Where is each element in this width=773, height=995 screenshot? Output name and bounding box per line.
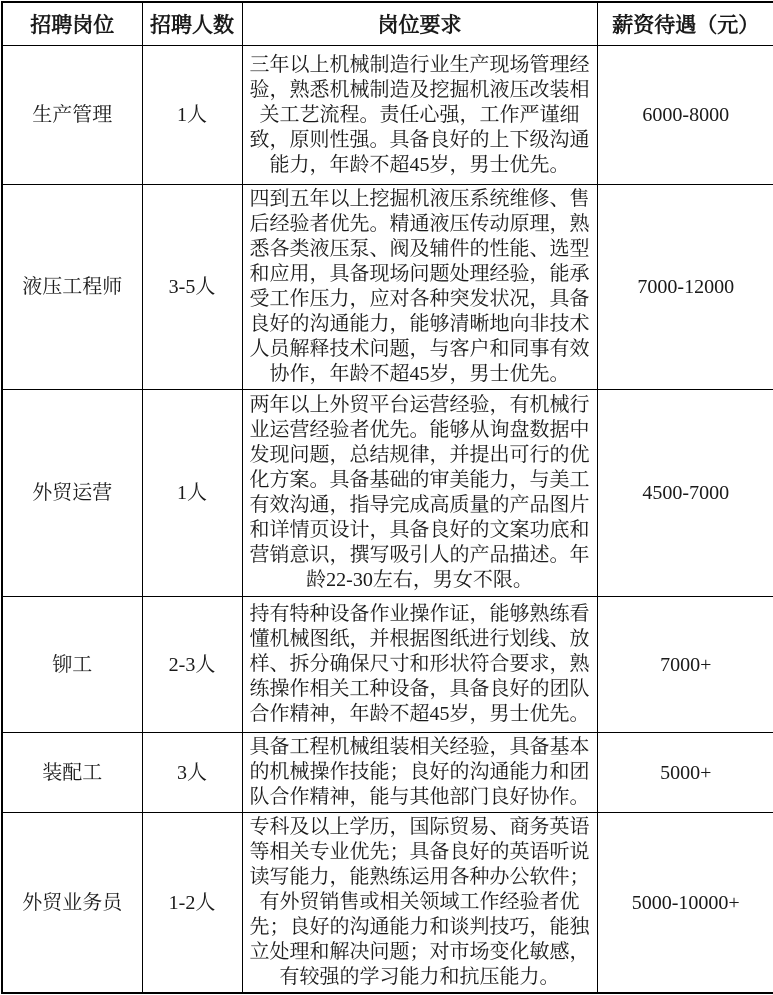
position-cell: 装配工 xyxy=(2,733,142,813)
salary-cell: 7000+ xyxy=(597,597,773,733)
position-cell: 铆工 xyxy=(2,597,142,733)
position-cell: 外贸业务员 xyxy=(2,813,142,994)
header-salary: 薪资待遇（元） xyxy=(597,2,773,46)
headcount-cell: 3人 xyxy=(142,733,242,813)
position-cell: 生产管理 xyxy=(2,46,142,185)
requirements-cell: 具备工程机械组装相关经验，具备基本的机械操作技能；良好的沟通能力和团队合作精神，能与其他部门良好协作。 xyxy=(242,733,597,813)
headcount-cell: 2-3人 xyxy=(142,597,242,733)
headcount-cell: 1人 xyxy=(142,390,242,597)
header-row xyxy=(2,2,773,46)
table-row xyxy=(2,390,773,597)
requirements-cell: 四到五年以上挖掘机液压系统维修、售后经验者优先。精通液压传动原理，熟悉各类液压泵、阀及辅件的性能、选型和应用，具备现场问题处理经验，能承受工作压力，应对各种突发状况，具备良好的沟通能力，能够清晰地向非技术人员解释技术问题，与客户和同事有效协作，年龄不超45岁，男士优先。 xyxy=(242,185,597,390)
position-cell: 外贸运营 xyxy=(2,390,142,597)
salary-cell: 5000-10000+ xyxy=(597,813,773,994)
requirements-cell: 专科及以上学历，国际贸易、商务英语等相关专业优先；具备良好的英语听说读写能力，能熟练运用各种办公软件；有外贸销售或相关领域工作经验者优先；良好的沟通能力和谈判技巧，能独立处理和解决问题；对市场变化敏感，有较强的学习能力和抗压能力。 xyxy=(242,813,597,994)
table-row xyxy=(2,46,773,185)
salary-cell: 4500-7000 xyxy=(597,390,773,597)
salary-cell: 6000-8000 xyxy=(597,46,773,185)
header-headcount: 招聘人数 xyxy=(142,2,242,46)
salary-cell: 5000+ xyxy=(597,733,773,813)
table-row xyxy=(2,813,773,994)
header-position: 招聘岗位 xyxy=(2,2,142,46)
requirements-cell: 三年以上机械制造行业生产现场管理经验，熟悉机械制造及挖掘机液压改装相关工艺流程。责任心强，工作严谨细致，原则性强。具备良好的上下级沟通能力，年龄不超45岁，男士优先。 xyxy=(242,46,597,185)
recruitment-table xyxy=(1,1,773,994)
table-row xyxy=(2,733,773,813)
table-row xyxy=(2,597,773,733)
table-row xyxy=(2,185,773,390)
headcount-cell: 1-2人 xyxy=(142,813,242,994)
header-requirements: 岗位要求 xyxy=(242,2,597,46)
salary-cell: 7000-12000 xyxy=(597,185,773,390)
requirements-cell: 持有特种设备作业操作证，能够熟练看懂机械图纸，并根据图纸进行划线、放样、拆分确保尺寸和形状符合要求，熟练操作相关工种设备，具备良好的团队合作精神，年龄不超45岁，男士优先。 xyxy=(242,597,597,733)
requirements-cell: 两年以上外贸平台运营经验，有机械行业运营经验者优先。能够从询盘数据中发现问题，总结规律，并提出可行的优化方案。具备基础的审美能力，与美工有效沟通，指导完成高质量的产品图片和详情页设计，具备良好的文案功底和营销意识，撰写吸引人的产品描述。年龄22-30左右，男女不限。 xyxy=(242,390,597,597)
headcount-cell: 1人 xyxy=(142,46,242,185)
position-cell: 液压工程师 xyxy=(2,185,142,390)
headcount-cell: 3-5人 xyxy=(142,185,242,390)
